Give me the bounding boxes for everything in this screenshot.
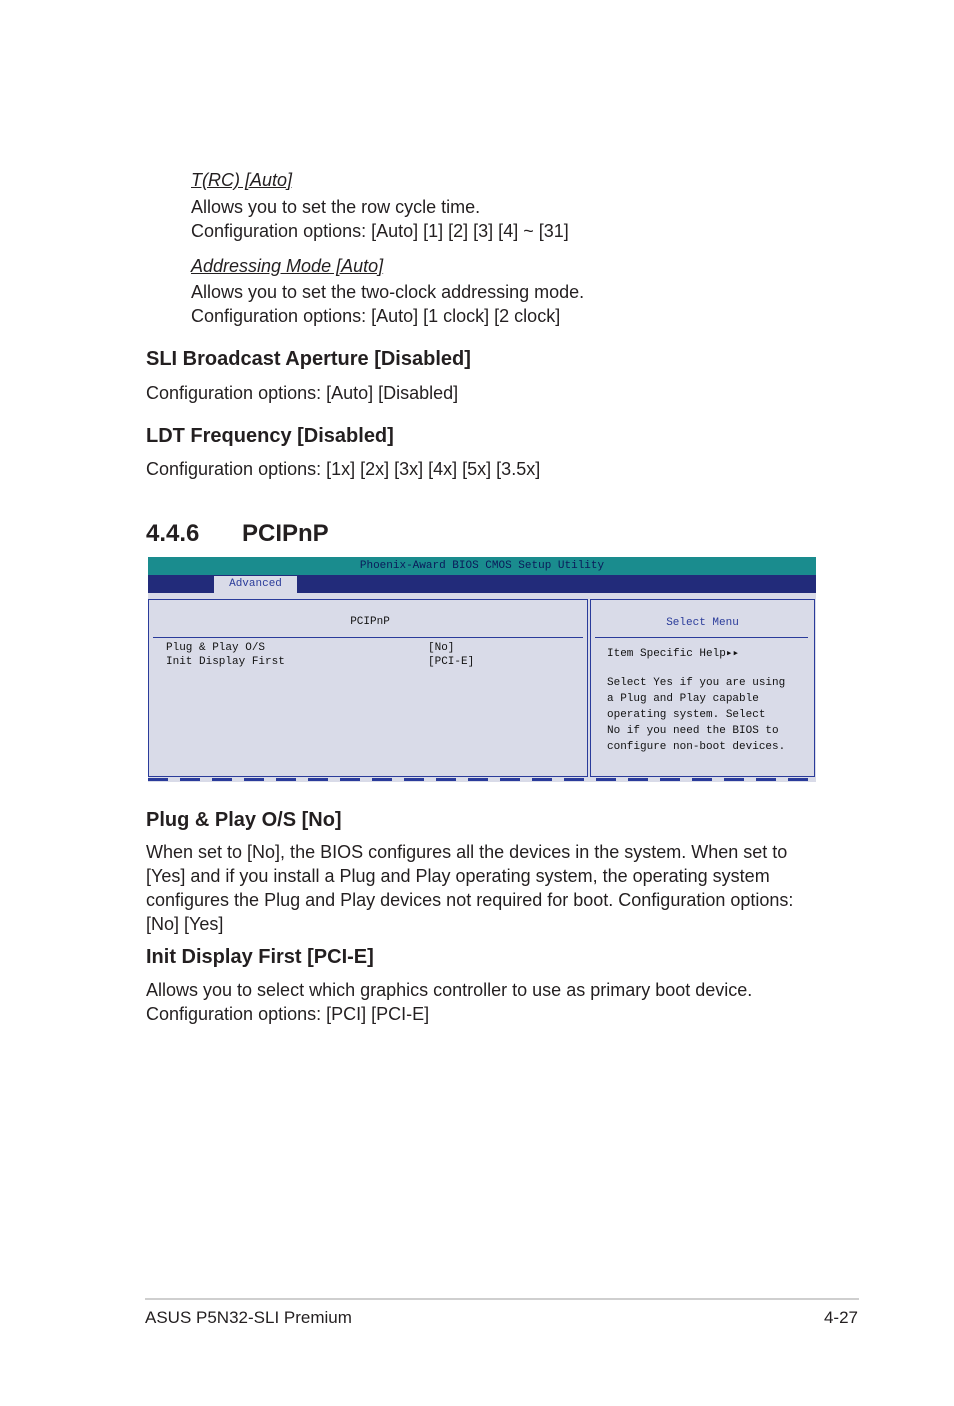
footer-divider [145,1298,859,1300]
sli-options: Configuration options: [Auto] [Disabled] [146,383,459,403]
bios-help-subtitle: Item Specific Help▸▸ [607,648,740,660]
bios-screenshot [148,557,816,782]
bios-help-text: Select Yes if you are using a Plug and Play capable operating system. Select No if you need the BIOS to configure non-boot devices. [607,677,786,753]
init-display-description: Allows you to select which graphics controller to use as primary boot device. Configuration options: [PCI] [PCI-E] [146,980,753,1024]
trc-title: T(RC) [Auto] [191,170,293,190]
bios-tab-advanced[interactable]: Advanced [214,576,297,593]
bios-bottom-border [148,778,816,781]
bios-title-bar: Phoenix-Award BIOS CMOS Setup Utility [148,557,816,575]
ldt-options: Configuration options: [1x] [2x] [3x] [4x] [5x] [3.5x] [146,459,541,479]
bios-help-divider [595,637,808,638]
bios-item-plug-play-label[interactable]: Plug & Play O/S [166,642,266,654]
addressing-description: Allows you to set the two-clock addressing mode. [191,282,585,302]
bios-item-init-display-value[interactable]: [PCI-E] [428,656,475,668]
bios-panel-divider [153,637,583,638]
footer-page-number: 4-27 [823,1308,858,1327]
section-number: 4.4.6 [146,520,200,547]
section-title: PCIPnP [242,520,329,547]
addressing-options: Configuration options: [Auto] [1 clock] [2 clock] [191,306,561,326]
bios-main-panel [148,599,588,777]
trc-description: Allows you to set the row cycle time. [191,197,481,217]
ldt-heading: LDT Frequency [Disabled] [146,425,394,447]
double-arrow-icon: ▸▸ [725,648,740,660]
bios-item-plug-play-value[interactable]: [No] [428,642,455,654]
pnp-heading: Plug & Play O/S [No] [146,809,342,831]
init-display-heading: Init Display First [PCI-E] [146,946,374,968]
footer-product-name: ASUS P5N32-SLI Premium [145,1308,352,1327]
bios-menu-bar [148,575,816,593]
bios-item-init-display-label[interactable]: Init Display First [166,656,285,668]
pnp-description: When set to [No], the BIOS configures all the devices in the system. When set to [Yes] and if you install a Plug and Play operating system, the operating system configures the Plug and Play devices not required for boot. Configuration options: [No] [Yes] [146,842,794,934]
bios-panel-title: PCIPnP [350,616,390,628]
bios-help-title: Select Menu [666,617,739,629]
addressing-title: Addressing Mode [Auto] [191,256,384,276]
sli-heading: SLI Broadcast Aperture [Disabled] [146,348,471,370]
bios-help-panel [590,599,815,777]
trc-options: Configuration options: [Auto] [1] [2] [3] [4] ~ [31] [191,221,569,241]
